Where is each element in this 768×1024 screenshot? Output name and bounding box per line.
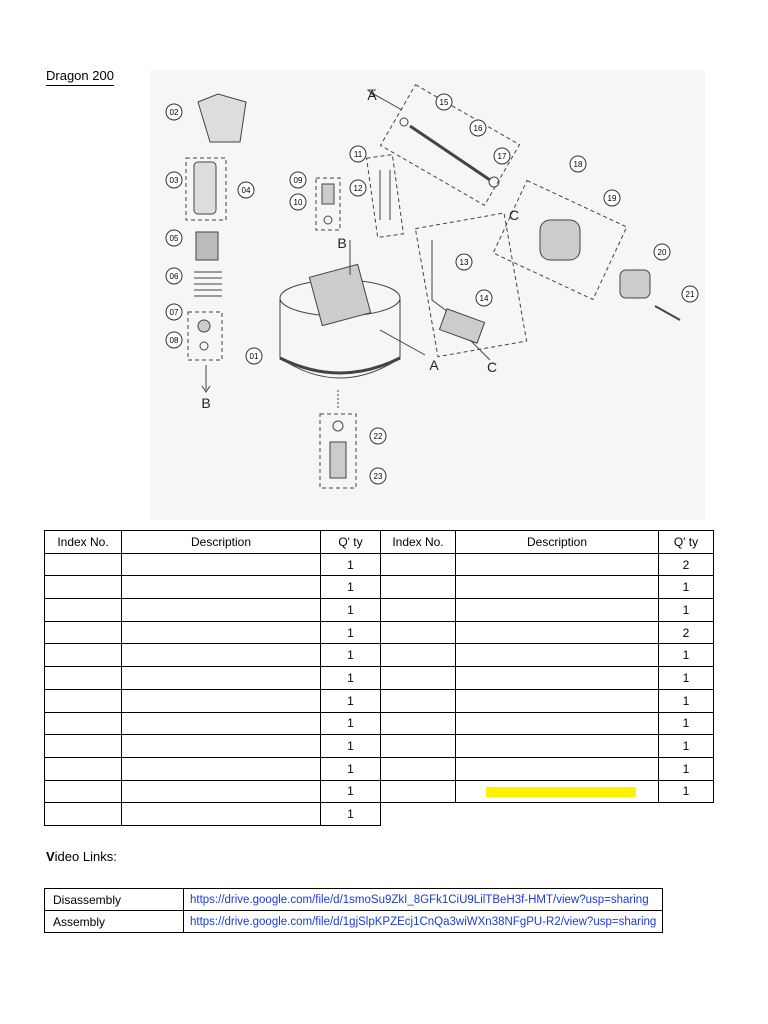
callout-number: 23: [373, 472, 383, 481]
callout-number: 06: [169, 272, 179, 281]
qty-cell: 2: [659, 621, 714, 644]
video-link-label: Assembly: [45, 911, 184, 933]
description-cell: [122, 735, 321, 758]
table-row: [45, 803, 714, 826]
qty-cell: 1: [659, 644, 714, 667]
qty-cell: 1: [321, 644, 381, 667]
index-cell: [45, 644, 122, 667]
empty-cell: [381, 803, 456, 826]
callout-number: 15: [439, 98, 449, 107]
header-description-right: Description: [456, 531, 659, 554]
index-cell: [381, 757, 456, 780]
index-cell: [45, 667, 122, 690]
callout-number: 13: [459, 258, 469, 267]
callout-number: 21: [685, 290, 695, 299]
header-description-left: Description: [122, 531, 321, 554]
parts-table-header: [45, 531, 714, 554]
view-label: A: [367, 87, 377, 103]
qty-cell: 1: [659, 599, 714, 622]
description-cell: [456, 644, 659, 667]
description-cell: [122, 667, 321, 690]
index-cell: [381, 735, 456, 758]
callout-number: 16: [473, 124, 483, 133]
callout-number: 05: [169, 234, 179, 243]
callout-number: 02: [169, 108, 179, 117]
callout-number: 03: [169, 176, 179, 185]
callout-number: 11: [353, 150, 363, 159]
empty-cell: [456, 803, 659, 826]
description-cell: [122, 599, 321, 622]
qty-cell: 1: [321, 667, 381, 690]
index-cell: [381, 599, 456, 622]
callout-number: 10: [293, 198, 303, 207]
qty-cell: 1: [659, 757, 714, 780]
index-cell: [381, 576, 456, 599]
qty-cell: 1: [321, 689, 381, 712]
video-heading-initial: V: [46, 849, 55, 864]
callout-number: 01: [249, 352, 259, 361]
description-cell: [456, 576, 659, 599]
callout-number: 08: [169, 336, 179, 345]
exploded-parts-diagram: [150, 70, 705, 520]
description-cell: [122, 757, 321, 780]
callout-number: 09: [293, 176, 303, 185]
qty-cell: 1: [321, 621, 381, 644]
disassembly-video-link[interactable]: https://drive.google.com/file/d/1smoSu9ZkI_8GFk1CiU9LilTBeH3f-HMT/view?usp=sharing: [184, 889, 663, 911]
description-cell: [122, 576, 321, 599]
qty-cell: 2: [659, 553, 714, 576]
description-cell: [122, 553, 321, 576]
description-cell: [456, 553, 659, 576]
qty-cell: 1: [321, 803, 381, 826]
view-label: A: [429, 357, 439, 373]
index-cell: [45, 757, 122, 780]
table-row: [45, 553, 714, 576]
qty-cell: 1: [659, 576, 714, 599]
index-cell: [45, 621, 122, 644]
description-cell: [456, 780, 659, 803]
description-cell: [456, 667, 659, 690]
description-cell: [456, 621, 659, 644]
view-label: C: [486, 359, 498, 375]
qty-cell: 1: [659, 689, 714, 712]
table-row: [45, 576, 714, 599]
view-label: B: [337, 235, 347, 251]
qty-cell: 1: [321, 735, 381, 758]
table-row: [45, 757, 714, 780]
qty-cell: 1: [321, 576, 381, 599]
video-link-row: [45, 911, 663, 933]
video-link-label: Disassembly: [45, 889, 184, 911]
description-cell: [122, 712, 321, 735]
table-row: [45, 712, 714, 735]
index-cell: [381, 553, 456, 576]
qty-cell: 1: [321, 599, 381, 622]
callout-number: 04: [241, 186, 251, 195]
index-cell: [45, 735, 122, 758]
video-links-heading: [46, 849, 117, 864]
index-cell: [45, 803, 122, 826]
header-index-right: Index No.: [381, 531, 456, 554]
index-cell: [381, 712, 456, 735]
callout-number: 22: [373, 432, 383, 441]
video-heading-rest: ideo Links:: [54, 849, 117, 864]
table-row: [45, 599, 714, 622]
description-cell: [456, 689, 659, 712]
view-label: B: [201, 395, 211, 411]
header-index-left: Index No.: [45, 531, 122, 554]
callout-number: 07: [169, 308, 179, 317]
video-link-row: [45, 889, 663, 911]
qty-cell: 1: [659, 735, 714, 758]
description-cell: [122, 780, 321, 803]
callout-number: 20: [657, 248, 667, 257]
description-cell: [122, 803, 321, 826]
callout-number: 18: [573, 160, 583, 169]
index-cell: [45, 599, 122, 622]
video-links-table: [44, 888, 663, 933]
description-cell: [456, 712, 659, 735]
index-cell: [45, 689, 122, 712]
index-cell: [381, 644, 456, 667]
qty-cell: 1: [659, 667, 714, 690]
description-cell: [456, 735, 659, 758]
table-row: [45, 667, 714, 690]
callout-number: 17: [497, 152, 507, 161]
callout-number: 12: [353, 184, 363, 193]
description-cell: [122, 621, 321, 644]
index-cell: [381, 621, 456, 644]
diagram-svg: [150, 70, 705, 520]
index-cell: [45, 553, 122, 576]
document-title: Dragon 200: [46, 68, 114, 86]
parts-table: [44, 530, 714, 826]
empty-cell: [659, 803, 714, 826]
index-cell: [381, 667, 456, 690]
qty-cell: 1: [659, 712, 714, 735]
highlight-mark: [486, 787, 636, 797]
index-cell: [45, 780, 122, 803]
description-cell: [456, 599, 659, 622]
table-row: [45, 689, 714, 712]
index-cell: [45, 712, 122, 735]
qty-cell: 1: [659, 780, 714, 803]
description-cell: [122, 689, 321, 712]
assembly-video-link[interactable]: https://drive.google.com/file/d/1gjSlpKPZEcj1CnQa3wiWXn38NFgPU-R2/view?usp=sharing: [184, 911, 663, 933]
header-qty-right: Q' ty: [659, 531, 714, 554]
index-cell: [45, 576, 122, 599]
table-row: [45, 621, 714, 644]
qty-cell: 1: [321, 780, 381, 803]
table-row: [45, 735, 714, 758]
qty-cell: 1: [321, 712, 381, 735]
view-label: C: [508, 207, 520, 223]
table-row: [45, 780, 714, 803]
qty-cell: 1: [321, 553, 381, 576]
table-row: [45, 644, 714, 667]
index-cell: [381, 689, 456, 712]
header-qty-left: Q' ty: [321, 531, 381, 554]
description-cell: [122, 644, 321, 667]
qty-cell: 1: [321, 757, 381, 780]
description-cell: [456, 757, 659, 780]
callout-number: 14: [479, 294, 489, 303]
index-cell: [381, 780, 456, 803]
callout-number: 19: [607, 194, 617, 203]
